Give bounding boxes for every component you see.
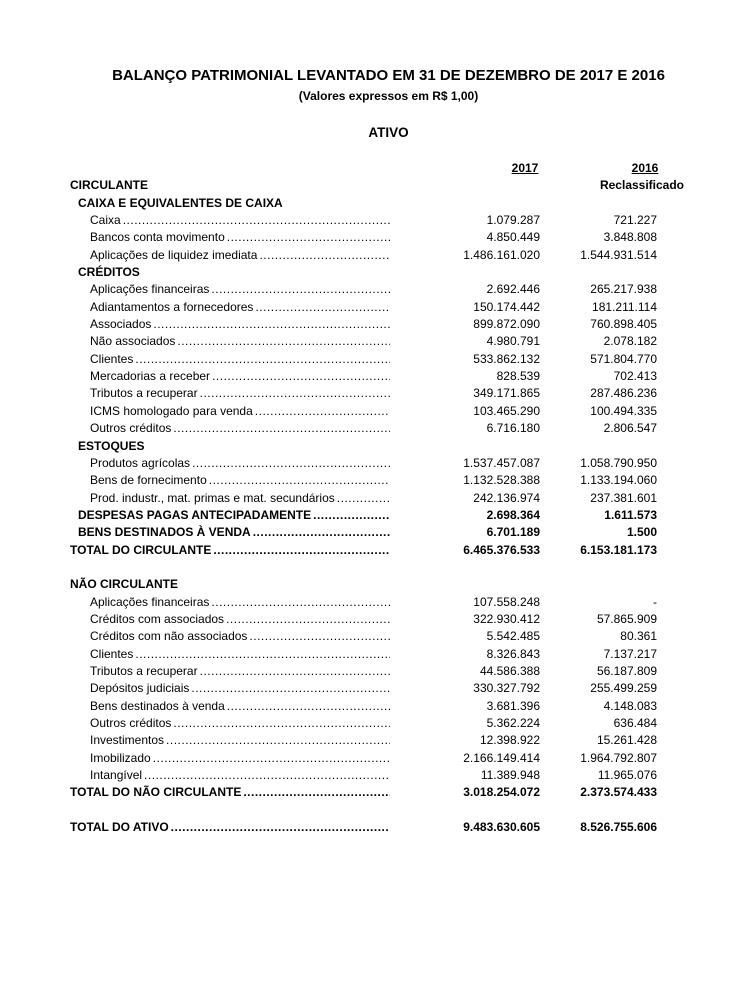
dot-leader — [243, 784, 390, 801]
value-2016: 7.137.217 — [603, 646, 657, 661]
table-row — [70, 455, 657, 472]
table-row — [70, 351, 657, 368]
table-row — [70, 784, 657, 801]
row-label-text: Outros créditos — [90, 716, 172, 730]
row-label — [70, 819, 390, 836]
row-label — [70, 299, 390, 316]
row-label — [70, 524, 390, 541]
value-2017: 5.542.485 — [486, 629, 540, 644]
row-label — [70, 420, 390, 437]
value-2016: 1.964.792.807 — [580, 750, 657, 765]
row-label — [70, 281, 390, 298]
dot-leader — [123, 212, 390, 229]
column-headers — [70, 160, 657, 177]
value-2017: 828.539 — [496, 369, 540, 384]
dot-leader — [249, 628, 390, 645]
value-2016: 636.484 — [613, 716, 657, 730]
row-label-text: CIRCULANTE — [70, 178, 148, 193]
document-subtitle: (Valores expressos em R$ 1,00) — [298, 89, 479, 103]
value-2017 — [390, 438, 540, 455]
row-label-text: Aplicações financeiras — [90, 594, 210, 609]
column-header-2016: 2016 — [631, 161, 659, 175]
value-2016: 1.500 — [626, 525, 657, 540]
value-2017: 8.326.843 — [486, 646, 540, 661]
row-label-text: Mercadorias a receber — [90, 369, 211, 384]
row-label — [70, 542, 390, 559]
row-label-text: Adiantamentos a fornecedores — [90, 299, 254, 314]
row-label-text: CRÉDITOS — [78, 265, 140, 280]
row-label — [70, 507, 390, 524]
dot-leader — [135, 351, 390, 368]
value-2017: 44.586.388 — [479, 663, 540, 678]
dot-leader — [171, 819, 390, 836]
table-row — [70, 819, 657, 836]
value-2017: 899.872.090 — [473, 317, 540, 332]
value-2017: 6.716.180 — [486, 421, 540, 436]
document-title: BALANÇO PATRIMONIAL LEVANTADO EM 31 DE DEZEMBRO DE 2017 E 2016 — [112, 67, 665, 84]
dot-leader — [173, 420, 390, 437]
table-row — [70, 767, 657, 784]
dot-leader — [337, 490, 390, 507]
value-2016: 760.898.405 — [590, 317, 657, 332]
spacer-row — [70, 559, 657, 576]
value-2017: 330.327.792 — [473, 681, 540, 696]
row-label — [70, 646, 390, 663]
value-2017: 533.862.132 — [473, 351, 540, 366]
row-label-text: Produtos agrícolas — [90, 455, 191, 470]
value-2016: 255.499.259 — [590, 681, 657, 696]
dot-leader — [211, 594, 390, 611]
row-label-text: Caixa — [90, 213, 121, 228]
table-row — [70, 490, 657, 507]
value-2017: 4.980.791 — [486, 334, 540, 349]
dot-leader — [166, 732, 390, 749]
row-label-text: Imobilizado — [90, 750, 151, 765]
table-row — [70, 177, 657, 194]
table-row — [70, 507, 657, 524]
dot-leader — [227, 698, 390, 715]
dot-leader — [226, 611, 390, 628]
row-label — [70, 264, 390, 281]
row-label — [70, 628, 390, 645]
row-label — [70, 594, 390, 611]
table-row — [70, 472, 657, 489]
dot-leader — [153, 750, 390, 767]
row-label — [70, 472, 390, 489]
value-2016: 181.211.114 — [592, 299, 657, 314]
dot-leader — [255, 299, 390, 316]
row-label-text: Bens destinados à venda — [90, 698, 225, 713]
row-label-text: ICMS homologado para venda — [90, 403, 253, 418]
value-2017: 5.362.224 — [486, 716, 540, 730]
row-label-text: Clientes — [90, 351, 134, 366]
dot-leader — [177, 333, 390, 350]
value-2016 — [540, 438, 657, 455]
row-label — [70, 663, 390, 680]
value-2017: 11.389.948 — [480, 768, 540, 783]
row-label — [70, 732, 390, 749]
row-label — [70, 229, 390, 246]
table-row — [70, 438, 657, 455]
table-row — [70, 281, 657, 298]
table-row — [70, 212, 657, 229]
value-2017: 2.166.149.414 — [463, 750, 540, 765]
row-label — [70, 212, 390, 229]
row-label — [70, 680, 390, 697]
row-label-text: DESPESAS PAGAS ANTECIPADAMENTE — [78, 507, 312, 522]
row-label — [70, 698, 390, 715]
value-2017: 3.018.254.072 — [463, 785, 540, 800]
spacer-row — [70, 802, 657, 819]
row-label-text: Outros créditos — [90, 421, 172, 436]
value-2016: 1.058.790.950 — [580, 455, 657, 470]
value-2016: 57.865.909 — [596, 611, 657, 626]
section-heading-ativo: ATIVO — [368, 125, 409, 140]
value-2016: 11.965.076 — [597, 768, 657, 783]
value-2016: 571.804.770 — [590, 351, 657, 366]
value-2016: 2.806.547 — [603, 421, 657, 436]
row-label-text: Aplicações de liquidez imediata — [90, 247, 258, 262]
table-row — [70, 229, 657, 246]
value-2016: 6.153.181.173 — [580, 542, 657, 557]
row-label-text: TOTAL DO ATIVO — [70, 820, 169, 835]
dot-leader — [144, 767, 390, 784]
row-label-text: Depósitos judiciais — [90, 681, 190, 696]
row-label — [70, 438, 390, 455]
dot-leader — [153, 316, 390, 333]
row-label-text: Bens de fornecimento — [90, 473, 207, 488]
value-2017: 9.483.630.605 — [463, 820, 540, 835]
value-2017: 107.558.248 — [473, 594, 540, 609]
table-row — [70, 628, 657, 645]
value-2016: 100.494.335 — [590, 403, 657, 418]
dot-leader — [253, 524, 390, 541]
row-label — [70, 611, 390, 628]
table-row — [70, 524, 657, 541]
row-label-text: Intangível — [90, 768, 143, 783]
row-label-text: NÃO CIRCULANTE — [70, 577, 178, 592]
dot-leader — [255, 403, 390, 420]
dot-leader — [211, 281, 390, 298]
row-label — [70, 455, 390, 472]
dot-leader — [200, 663, 390, 680]
dot-leader — [227, 229, 390, 246]
table-row — [70, 403, 657, 420]
value-2017 — [390, 195, 540, 212]
value-2017: 12.398.922 — [479, 733, 540, 748]
value-2016: 15.261.428 — [596, 733, 657, 748]
row-label-text: Tributos a recuperar — [90, 386, 198, 401]
table-row — [70, 576, 657, 593]
row-label-text: Prod. industr., mat. primas e mat. secundários — [90, 490, 335, 505]
value-2016: 2.373.574.433 — [580, 785, 657, 800]
dot-leader — [200, 385, 390, 402]
value-2016: 237.381.601 — [590, 490, 657, 505]
row-label — [70, 247, 390, 264]
value-2016: 4.148.083 — [603, 698, 657, 713]
value-2017: 103.465.290 — [473, 403, 540, 418]
value-2017: 2.692.446 — [486, 282, 540, 297]
table-row — [70, 750, 657, 767]
value-2017: 1.079.287 — [486, 213, 540, 228]
row-label — [70, 351, 390, 368]
table-row — [70, 594, 657, 611]
dot-leader — [192, 455, 390, 472]
value-2016: 287.486.236 — [590, 386, 657, 401]
row-label-text: Associados — [90, 317, 152, 332]
row-label-text: Créditos com associados — [90, 611, 225, 626]
value-2017 — [390, 177, 540, 194]
value-2017: 349.171.865 — [473, 386, 540, 401]
value-2016 — [540, 576, 657, 593]
table-row — [70, 698, 657, 715]
value-2016: 2.078.182 — [603, 334, 657, 349]
row-label — [70, 333, 390, 350]
row-label-text: TOTAL DO CIRCULANTE — [70, 542, 212, 557]
value-2017: 150.174.442 — [473, 299, 540, 314]
table-row — [70, 663, 657, 680]
row-label — [70, 316, 390, 333]
value-2017: 1.537.457.087 — [463, 455, 540, 470]
row-label — [70, 195, 390, 212]
row-label-text: TOTAL DO NÃO CIRCULANTE — [70, 785, 242, 800]
dot-leader — [259, 247, 390, 264]
value-2016: 1.133.194.060 — [580, 473, 657, 488]
table-row — [70, 264, 657, 281]
value-2017: 6.701.189 — [486, 525, 540, 540]
row-label-text: Não associados — [90, 334, 176, 349]
row-label-text: CAIXA E EQUIVALENTES DE CAIXA — [78, 195, 283, 210]
value-2017: 3.681.396 — [486, 698, 540, 713]
table-row — [70, 611, 657, 628]
row-label — [70, 784, 390, 801]
table-row — [70, 316, 657, 333]
table-row — [70, 385, 657, 402]
row-label-text: Bancos conta movimento — [90, 230, 225, 245]
value-2016: 56.187.809 — [596, 663, 657, 678]
row-label — [70, 715, 390, 732]
dot-leader — [173, 715, 390, 732]
dot-leader — [209, 472, 390, 489]
dot-leader — [213, 542, 390, 559]
value-2017: 242.136.974 — [473, 490, 540, 505]
value-2016: 702.413 — [613, 369, 657, 384]
value-2016: 1.544.931.514 — [580, 247, 657, 262]
table-row — [70, 247, 657, 264]
table-row — [70, 368, 657, 385]
row-label — [70, 368, 390, 385]
row-label — [70, 750, 390, 767]
row-label — [70, 767, 390, 784]
row-label — [70, 576, 390, 593]
dot-leader — [313, 507, 390, 524]
value-2017: 4.850.449 — [486, 230, 540, 245]
row-label-text: Créditos com não associados — [90, 629, 248, 644]
value-2017 — [390, 576, 540, 593]
value-2016: - — [653, 594, 657, 609]
dot-leader — [212, 368, 390, 385]
row-label-text: Aplicações financeiras — [90, 282, 210, 297]
row-label — [70, 490, 390, 507]
row-label-text: Clientes — [90, 646, 134, 661]
table-row — [70, 646, 657, 663]
row-label — [70, 177, 390, 194]
table-row — [70, 420, 657, 437]
value-2017: 2.698.364 — [486, 507, 540, 522]
row-label-text: BENS DESTINADOS À VENDA — [78, 525, 251, 540]
row-label — [70, 385, 390, 402]
value-2017 — [390, 264, 540, 281]
value-2016: 3.848.808 — [603, 230, 657, 245]
table-row — [70, 299, 657, 316]
table-row — [70, 732, 657, 749]
row-label — [70, 403, 390, 420]
value-2016: 265.217.938 — [590, 282, 657, 297]
value-2016 — [540, 264, 657, 281]
value-2016 — [540, 195, 657, 212]
value-2017: 1.132.528.388 — [463, 473, 540, 488]
dot-leader — [191, 680, 390, 697]
table-row — [70, 195, 657, 212]
table-row — [70, 680, 657, 697]
balance-table-body — [70, 177, 657, 836]
balance-sheet-table — [70, 160, 685, 836]
value-2016: 721.227 — [613, 213, 657, 228]
value-2017: 1.486.161.020 — [463, 247, 540, 262]
table-row — [70, 715, 657, 732]
value-2016: 80.361 — [620, 629, 657, 644]
table-row — [70, 542, 657, 559]
value-2017: 322.930.412 — [473, 611, 540, 626]
row-label-text: Tributos a recuperar — [90, 663, 198, 678]
value-2016: 1.611.573 — [604, 507, 657, 522]
column-header-2017: 2017 — [511, 161, 539, 175]
value-2017: 6.465.376.533 — [463, 542, 540, 557]
column-subheader-reclassificado: Reclassificado — [599, 178, 685, 193]
value-2016: 8.526.755.606 — [580, 820, 657, 835]
row-label-text: Investimentos — [90, 733, 165, 748]
table-row — [70, 333, 657, 350]
dot-leader — [135, 646, 390, 663]
row-label-text: ESTOQUES — [78, 438, 145, 453]
